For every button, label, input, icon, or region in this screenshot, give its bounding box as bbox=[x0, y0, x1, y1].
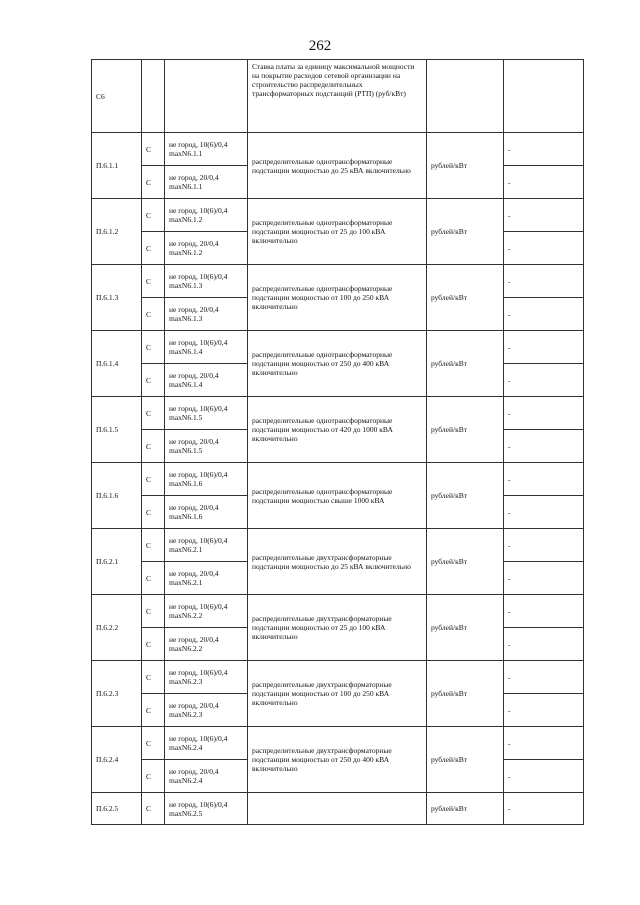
sub-c-marker: С bbox=[142, 661, 165, 694]
sub-c-marker: С bbox=[142, 430, 165, 463]
row-unit: рублей/кВт bbox=[427, 133, 504, 199]
sub-c-marker: С bbox=[142, 727, 165, 760]
header-empty-sub bbox=[165, 60, 248, 133]
sub-label: не город, 20/0,4 maxN6.1.5 bbox=[165, 430, 248, 463]
row-code: П.6.1.5 bbox=[92, 397, 142, 463]
sub-value: - bbox=[504, 661, 584, 694]
row-unit: рублей/кВт bbox=[427, 595, 504, 661]
table-row bbox=[92, 199, 584, 232]
sub-c-marker: С bbox=[142, 265, 165, 298]
table-row bbox=[92, 727, 584, 760]
row-description: распределительные однотрансформаторные подстанции мощностью от 420 до 1000 кВА включительно bbox=[248, 397, 427, 463]
sub-c-marker: С bbox=[142, 133, 165, 166]
row-description: распределительные двухтрансформаторные подстанции мощностью от 250 до 400 кВА включительно bbox=[248, 727, 427, 793]
sub-label: не город, 10(6)/0,4 maxN6.1.4 bbox=[165, 331, 248, 364]
header-code: С6 bbox=[92, 60, 142, 133]
row-description: распределительные однотрансформаторные подстанции мощностью от 250 до 400 кВА включительно bbox=[248, 331, 427, 397]
row-description: распределительные однотрансформаторные подстанции мощностью до 25 кВА включительно bbox=[248, 133, 427, 199]
sub-c-marker: С bbox=[142, 298, 165, 331]
header-description-text: Ставка платы за единицу максимальной мощности на покрытие расходов сетевой организации на строительство распределительных трансформаторных подстанций (РТП) (руб/кВт) bbox=[252, 62, 415, 98]
sub-label: не город, 20/0,4 maxN6.1.3 bbox=[165, 298, 248, 331]
sub-value: - bbox=[504, 562, 584, 595]
row-code: П.6.2.1 bbox=[92, 529, 142, 595]
sub-label: не город, 10(6)/0,4 maxN6.1.6 bbox=[165, 463, 248, 496]
header-empty-value bbox=[504, 60, 584, 133]
sub-value: - bbox=[504, 133, 584, 166]
sub-value: - bbox=[504, 496, 584, 529]
sub-value: - bbox=[504, 232, 584, 265]
table-row bbox=[92, 397, 584, 430]
sub-c-marker: С bbox=[142, 331, 165, 364]
sub-label: не город, 10(6)/0,4 maxN6.1.2 bbox=[165, 199, 248, 232]
row-unit: рублей/кВт bbox=[427, 397, 504, 463]
sub-value: - bbox=[504, 397, 584, 430]
sub-label: не город, 10(6)/0,4 maxN6.2.4 bbox=[165, 727, 248, 760]
row-description: распределительные двухтрансформаторные подстанции мощностью до 25 кВА включительно bbox=[248, 529, 427, 595]
row-unit: рублей/кВт bbox=[427, 529, 504, 595]
row-description: распределительные однотрансформаторные подстанции мощностью от 100 до 250 кВА включительно bbox=[248, 265, 427, 331]
header-description bbox=[248, 60, 427, 133]
sub-value: - bbox=[504, 298, 584, 331]
sub-c-marker: С bbox=[142, 496, 165, 529]
sub-label: не город, 20/0,4 maxN6.2.3 bbox=[165, 694, 248, 727]
sub-c-marker: С bbox=[142, 694, 165, 727]
table-row bbox=[92, 661, 584, 694]
sub-label: не город, 10(6)/0,4 maxN6.2.1 bbox=[165, 529, 248, 562]
table-row bbox=[92, 331, 584, 364]
row-description: распределительные однотрансформаторные подстанции мощностью от 25 до 100 кВА включительно bbox=[248, 199, 427, 265]
sub-value: - bbox=[504, 727, 584, 760]
sub-c-marker: С bbox=[142, 199, 165, 232]
sub-label: не город, 20/0,4 maxN6.2.2 bbox=[165, 628, 248, 661]
table-row bbox=[92, 265, 584, 298]
sub-c-marker: С bbox=[142, 463, 165, 496]
sub-label: не город, 10(6)/0,4 maxN6.1.3 bbox=[165, 265, 248, 298]
header-empty-unit bbox=[427, 60, 504, 133]
row-unit: рублей/кВт bbox=[427, 793, 504, 825]
header-empty-c bbox=[142, 60, 165, 133]
sub-label: не город, 20/0,4 maxN6.2.4 bbox=[165, 760, 248, 793]
table-row bbox=[92, 595, 584, 628]
sub-value: - bbox=[504, 529, 584, 562]
sub-value: - bbox=[504, 331, 584, 364]
sub-c-marker: С bbox=[142, 760, 165, 793]
row-code: П.6.1.1 bbox=[92, 133, 142, 199]
sub-value: - bbox=[504, 694, 584, 727]
sub-label: не город, 10(6)/0,4 maxN6.2.2 bbox=[165, 595, 248, 628]
tariff-table bbox=[91, 59, 584, 825]
sub-value: - bbox=[504, 760, 584, 793]
sub-c-marker: С bbox=[142, 793, 165, 825]
sub-c-marker: С bbox=[142, 595, 165, 628]
sub-value: - bbox=[504, 199, 584, 232]
sub-label: не город, 10(6)/0,4 maxN6.1.5 bbox=[165, 397, 248, 430]
row-unit: рублей/кВт bbox=[427, 727, 504, 793]
row-code: П.6.2.4 bbox=[92, 727, 142, 793]
sub-c-marker: С bbox=[142, 364, 165, 397]
sub-value: - bbox=[504, 793, 584, 825]
table-row bbox=[92, 133, 584, 166]
row-description: распределительные двухтрансформаторные подстанции мощностью от 25 до 100 кВА включительно bbox=[248, 595, 427, 661]
row-code: П.6.1.3 bbox=[92, 265, 142, 331]
sub-c-marker: С bbox=[142, 529, 165, 562]
sub-c-marker: С bbox=[142, 562, 165, 595]
table-header-row bbox=[92, 60, 584, 133]
sub-label: не город, 10(6)/0,4 maxN6.1.1 bbox=[165, 133, 248, 166]
row-code: П.6.2.3 bbox=[92, 661, 142, 727]
table-row bbox=[92, 463, 584, 496]
row-unit: рублей/кВт bbox=[427, 331, 504, 397]
sub-c-marker: С bbox=[142, 397, 165, 430]
sub-label: не город, 20/0,4 maxN6.1.4 bbox=[165, 364, 248, 397]
sub-label: не город, 10(6)/0,4 maxN6.2.5 bbox=[165, 793, 248, 825]
row-description bbox=[248, 793, 427, 825]
sub-value: - bbox=[504, 430, 584, 463]
row-description: распределительные однотрансформаторные подстанции мощностью свыше 1000 кВА bbox=[248, 463, 427, 529]
table-row bbox=[92, 793, 584, 825]
row-code: П.6.1.6 bbox=[92, 463, 142, 529]
sub-label: не город, 20/0,4 maxN6.2.1 bbox=[165, 562, 248, 595]
row-description: распределительные двухтрансформаторные подстанции мощностью от 100 до 250 кВА включительно bbox=[248, 661, 427, 727]
row-code: П.6.2.5 bbox=[92, 793, 142, 825]
row-code: П.6.2.2 bbox=[92, 595, 142, 661]
row-unit: рублей/кВт bbox=[427, 661, 504, 727]
sub-c-marker: С bbox=[142, 628, 165, 661]
table-row bbox=[92, 529, 584, 562]
sub-value: - bbox=[504, 265, 584, 298]
sub-label: не город, 20/0,4 maxN6.1.2 bbox=[165, 232, 248, 265]
row-code: П.6.1.4 bbox=[92, 331, 142, 397]
row-code: П.6.1.2 bbox=[92, 199, 142, 265]
sub-label: не город, 10(6)/0,4 maxN6.2.3 bbox=[165, 661, 248, 694]
page-number: 262 bbox=[308, 38, 332, 54]
sub-value: - bbox=[504, 166, 584, 199]
sub-c-marker: С bbox=[142, 166, 165, 199]
sub-value: - bbox=[504, 364, 584, 397]
sub-value: - bbox=[504, 463, 584, 496]
sub-value: - bbox=[504, 595, 584, 628]
sub-label: не город, 20/0,4 maxN6.1.6 bbox=[165, 496, 248, 529]
sub-c-marker: С bbox=[142, 232, 165, 265]
sub-label: не город, 20/0,4 maxN6.1.1 bbox=[165, 166, 248, 199]
row-unit: рублей/кВт bbox=[427, 199, 504, 265]
row-unit: рублей/кВт bbox=[427, 463, 504, 529]
row-unit: рублей/кВт bbox=[427, 265, 504, 331]
sub-value: - bbox=[504, 628, 584, 661]
